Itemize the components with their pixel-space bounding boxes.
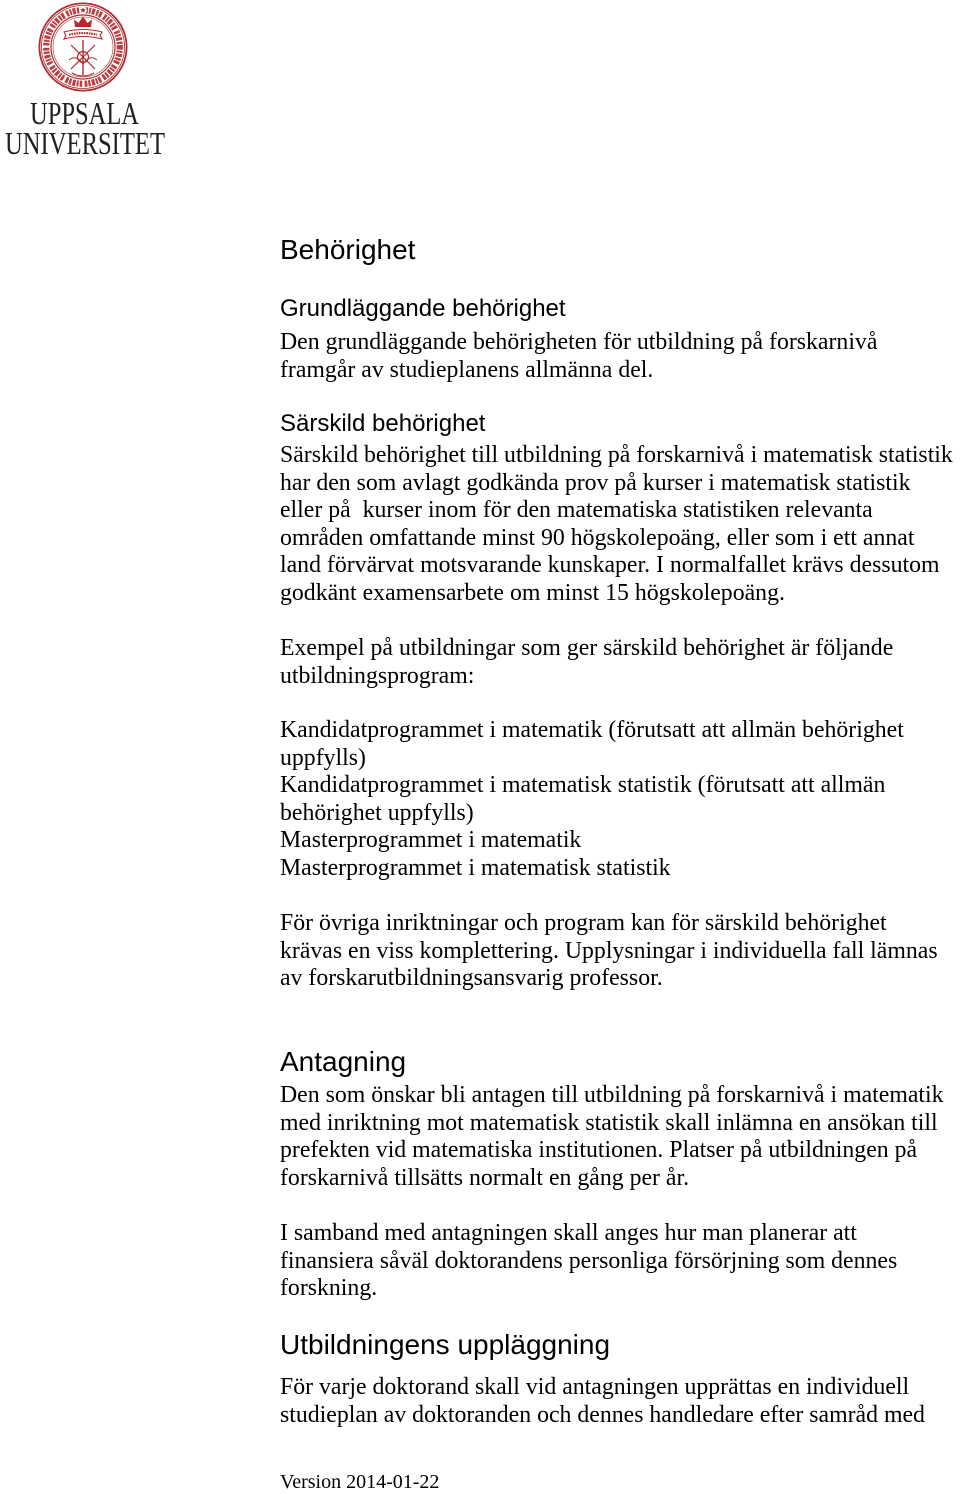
text-line: med inriktning mot matematisk statistik skall inlämna en ansökan till	[280, 1109, 938, 1136]
program-list	[280, 717, 904, 883]
seal-crown-icon	[74, 17, 92, 28]
text-line: godkänt examensarbete om minst 15 högskolepoäng.	[280, 579, 785, 606]
footer-version: Version 2014-01-22	[280, 1471, 440, 1493]
text-line: studieplan av doktoranden och dennes handledare efter samråd med	[280, 1401, 925, 1428]
text-line: eller på kurser inom för den matematiska statistiken relevanta	[280, 497, 873, 524]
text-line: prefekten vid matematiska institutionen. Platser på utbildningen på	[280, 1137, 918, 1164]
text-line: forskning.	[280, 1275, 378, 1302]
program-list-line: Kandidatprogrammet i matematik (förutsatt att allmän behörighet	[280, 717, 904, 743]
heading-utbildningens-upplaggning: Utbildningens uppläggning	[280, 1329, 611, 1360]
text-line: krävas en viss komplettering. Upplysningar i individuella fall lämnas	[280, 937, 938, 964]
paragraph-sarskild	[280, 442, 953, 608]
paragraph-antagning-1	[280, 1082, 944, 1192]
wordmark-universitet: UNIVERSITET	[5, 125, 166, 161]
text-line: Den som önskar bli antagen till utbildning på forskarnivå i matematik	[280, 1082, 944, 1108]
text-line: har den som avlagt godkända prov på kurser i matematisk statistik	[280, 469, 911, 496]
text-line: Den grundläggande behörigheten för utbildning på forskarnivå	[280, 329, 878, 355]
text-line: Särskild behörighet till utbildning på forskarnivå i matematisk statistik	[280, 442, 953, 468]
text-line: av forskarutbildningsansvarig professor.	[280, 965, 663, 992]
text-line: I samband med antagningen skall anges hur man planerar att	[280, 1220, 857, 1246]
text-line: För varje doktorand skall vid antagningen upprättas en individuell	[280, 1374, 910, 1400]
seal-banner-lettering	[69, 33, 97, 35]
text-line: områden omfattande minst 90 högskolepoäng, eller som i ett annat	[280, 524, 915, 551]
heading-behorighet: Behörighet	[280, 234, 416, 265]
university-seal-logo	[38, 2, 128, 92]
wordmark-uppsala: UPPSALA	[30, 95, 139, 131]
paragraph-upplaggning-1	[280, 1374, 925, 1429]
program-list-line: uppfylls)	[280, 744, 366, 771]
text-line: land förvärvat motsvarande kunskaper. I normalfallet krävs dessutom	[280, 552, 940, 579]
text-line: Exempel på utbildningar som ger särskild behörighet är följande	[280, 635, 894, 661]
paragraph-grundlaggande	[280, 329, 877, 384]
program-list-line: Masterprogrammet i matematik	[280, 827, 582, 854]
text-line: framgår av studieplanens allmänna del.	[280, 356, 654, 383]
text-line: För övriga inriktningar och program kan för särskild behörighet	[280, 910, 887, 936]
paragraph-exempel	[280, 635, 893, 690]
text-line: utbildningsprogram:	[280, 662, 475, 689]
paragraph-antagning-2	[280, 1220, 897, 1303]
program-list-line: Masterprogrammet i matematisk statistik	[280, 854, 671, 881]
text-line: forskarnivå tillsätts normalt en gång per år.	[280, 1164, 690, 1191]
program-list-line: Kandidatprogrammet i matematisk statistik (förutsatt att allmän	[280, 772, 886, 799]
paragraph-ovriga	[280, 910, 938, 993]
subheading-sarskild-behorighet: Särskild behörighet	[280, 410, 486, 437]
program-list-line: behörighet uppfylls)	[280, 799, 474, 826]
university-wordmark	[0, 95, 170, 161]
subheading-grundlaggande-behorighet: Grundläggande behörighet	[280, 295, 566, 322]
heading-antagning: Antagning	[280, 1046, 407, 1077]
text-line: finansiera såväl doktorandens personliga försörjning som dennes	[280, 1247, 898, 1274]
